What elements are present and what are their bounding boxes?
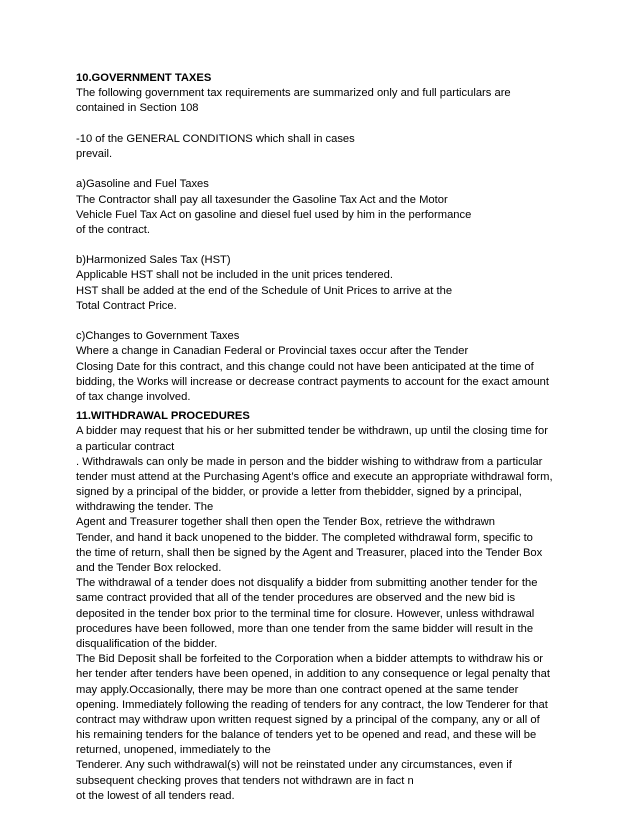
text-line: her tender after tenders have been opened, in addition to any consequence or legal penalty that	[76, 668, 550, 681]
paragraph-tax-changes	[76, 329, 576, 405]
text-line: Agent and Treasurer together shall then open the Tender Box, retrieve the withdrawn	[76, 516, 495, 529]
section-heading: 11.WITHDRAWAL PROCEDURES	[76, 410, 250, 423]
text-line: procedures have been followed, more than one tender from the same bidder will result in the	[76, 622, 534, 635]
text-line: contract may withdraw upon written request signed by a principal of the company, any or all of	[76, 713, 540, 726]
section-11	[76, 409, 576, 804]
paragraph-intro	[76, 86, 576, 116]
text-line: returned, unopened, immediately to the	[76, 744, 271, 757]
text-line: Closing Date for this contract, and this change could not have been anticipated at the time of	[76, 360, 534, 373]
text-line: Tender, and hand it back unopened to the bidder. The completed withdrawal form, specific to	[76, 531, 533, 544]
text-line: . Withdrawals can only be made in person and the bidder wishing to withdraw from a particular	[76, 455, 543, 468]
text-line: subsequent checking proves that tenders not withdrawn are in fact n	[76, 774, 414, 787]
subheading: b)Harmonized Sales Tax (HST)	[76, 254, 231, 267]
text-line: Where a change in Canadian Federal or Provincial taxes occur after the Tender	[76, 345, 469, 358]
text-line: a particular contract	[76, 440, 175, 453]
text-line: opening. Immediately following the reading of tenders for any contract, the low Tenderer for that	[76, 698, 548, 711]
section-10	[76, 71, 576, 405]
text-line: The following government tax requirements are summarized only and full particulars are	[76, 87, 511, 100]
text-line: withdrawing the tender. The	[76, 501, 214, 514]
paragraph-gasoline-taxes	[76, 177, 576, 238]
text-line: disqualification of the bidder.	[76, 637, 218, 650]
text-line: Total Contract Price.	[76, 299, 177, 312]
text-line: Vehicle Fuel Tax Act on gasoline and diesel fuel used by him in the performance	[76, 208, 472, 221]
text-line: Applicable HST shall not be included in the unit prices tendered.	[76, 269, 393, 282]
text-line: A bidder may request that his or her submitted tender be withdrawn, up until the closing time for	[76, 425, 548, 438]
text-line: prevail.	[76, 147, 113, 160]
text-line: of the contract.	[76, 223, 151, 236]
paragraph-hst	[76, 253, 576, 314]
text-line: contained in Section 108	[76, 102, 199, 115]
text-line: signed by a principal of the bidder, or provide a letter from thebidder, signed by a principal,	[76, 486, 522, 499]
text-line: may apply.Occasionally, there may be more than one contract opened at the same tender	[76, 683, 519, 696]
text-line: The Contractor shall pay all taxesunder the Gasoline Tax Act and the Motor	[76, 193, 448, 206]
text-line: bidding, the Works will increase or decrease contract payments to account for the exact amount	[76, 375, 550, 388]
text-line: deposited in the tender box prior to the terminal time for closure. However, unless withdrawal	[76, 607, 535, 620]
text-line: Tenderer. Any such withdrawal(s) will not be reinstated under any circumstances, even if	[76, 759, 512, 772]
text-line: HST shall be added at the end of the Schedule of Unit Prices to arrive at the	[76, 284, 453, 297]
text-line: -10 of the GENERAL CONDITIONS which shall in cases	[76, 132, 355, 145]
text-line: ot the lowest of all tenders read.	[76, 789, 235, 802]
subheading: c)Changes to Government Taxes	[76, 330, 240, 343]
text-line: his remaining tenders for the balance of tenders yet to be opened and read, and these will be	[76, 729, 537, 742]
section-heading: 10.GOVERNMENT TAXES	[76, 72, 212, 84]
text-line: same contract provided that all of the tender procedures are observed and the new bid is	[76, 592, 516, 605]
text-line: tender must attend at the Purchasing Agent’s office and execute an appropriate withdrawal form,	[76, 470, 553, 483]
text-line: and the Tender Box relocked.	[76, 562, 222, 574]
document-page	[76, 71, 576, 804]
paragraph-withdrawal	[76, 424, 576, 804]
text-line: the time of return, shall then be signed by the Agent and Treasurer, placed into the Tender Box	[76, 546, 543, 559]
paragraph-reference	[76, 132, 576, 162]
subheading: a)Gasoline and Fuel Taxes	[76, 178, 209, 191]
text-line: of tax change involved.	[76, 390, 191, 403]
text-line: The Bid Deposit shall be forfeited to the Corporation when a bidder attempts to withdraw his or	[76, 653, 544, 666]
text-line: The withdrawal of a tender does not disqualify a bidder from submitting another tender for the	[76, 577, 538, 590]
